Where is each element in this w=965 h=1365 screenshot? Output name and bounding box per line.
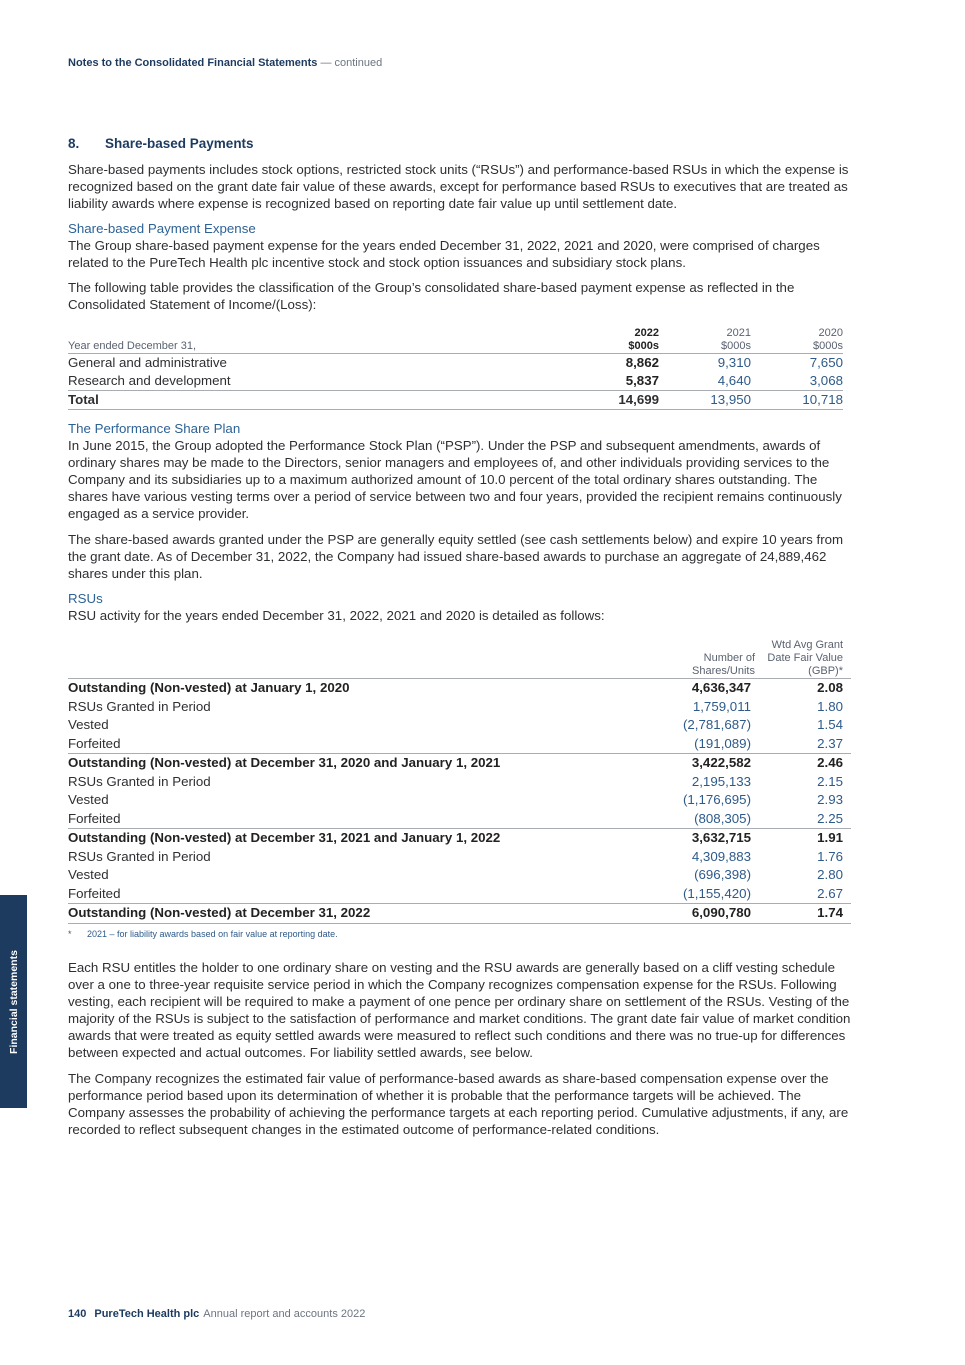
row-label: RSUs Granted in Period: [68, 773, 211, 789]
year-label: Year ended December 31,: [68, 340, 197, 352]
col-2022: 2022 $000s: [628, 327, 659, 352]
balance-row: [68, 829, 851, 848]
section-title: Share-based Payments: [105, 136, 254, 151]
row-label: RSUs Granted in Period: [68, 698, 211, 714]
table-row: [68, 372, 843, 391]
cell: 4,640: [717, 373, 751, 388]
fair-value-cell: 1.74: [755, 904, 851, 924]
cell: 5,837: [625, 373, 659, 388]
row-label: Outstanding (Non-vested) at December 31, 2021 and January 1, 2022: [68, 829, 631, 848]
shares-cell: (1,176,695): [682, 792, 751, 807]
running-header-suffix: — continued: [320, 57, 383, 69]
section-number: 8.: [68, 136, 80, 151]
row-label: Vested: [68, 717, 109, 732]
side-tab[interactable]: [0, 895, 27, 1108]
table-row: [68, 735, 851, 754]
shares-cell: (1,155,420): [682, 885, 751, 901]
col-2020: 2020 $000s: [813, 327, 843, 352]
col-fair-value: Wtd Avg Grant Date Fair Value (GBP)*: [767, 639, 843, 677]
row-label: Vested: [68, 867, 109, 882]
fair-value-cell: 1.80: [817, 698, 843, 714]
side-tab-label: Financial statements: [7, 949, 20, 1054]
cell: 13,950: [659, 391, 751, 410]
fair-value-cell: 2.80: [817, 867, 843, 882]
row-label: Forfeited: [68, 810, 121, 826]
cell: 8,862: [559, 354, 659, 373]
row-label: Total: [68, 391, 559, 410]
footnote-text: 2021 – for liability awards based on fair value at reporting date.: [87, 929, 338, 939]
page-footer: [68, 1308, 365, 1320]
cell: 14,699: [559, 391, 659, 410]
expense-paragraph: The Group share-based payment expense for the years ended December 31, 2022, 2021 and 2020, were comprised of charges related to the PureTech Health plc incentive stock and stock option issuances and subsidiary stock plans.: [68, 238, 820, 270]
col-2021: 2021 $000s: [721, 327, 751, 352]
table-row: [68, 866, 851, 885]
shares-cell: 3,422,582: [631, 754, 755, 773]
cell: 7,650: [751, 354, 843, 373]
row-label: General and administrative: [68, 354, 559, 373]
rsu-table: [68, 638, 851, 924]
shares-cell: (2,781,687): [682, 717, 751, 732]
fair-value-cell: 2.46: [755, 754, 851, 773]
row-label: Vested: [68, 792, 109, 807]
shares-cell: (696,398): [694, 867, 751, 882]
balance-row: [68, 679, 851, 698]
fair-value-cell: 2.08: [755, 679, 851, 698]
total-row: [68, 391, 843, 410]
shares-cell: (808,305): [694, 810, 751, 826]
table-row: [68, 698, 851, 717]
shares-cell: 3,632,715: [631, 829, 755, 848]
shares-cell: 6,090,780: [631, 904, 755, 924]
table-header-row: [68, 638, 851, 679]
table-row: [68, 354, 843, 373]
expense-table-intro: The following table provides the classification of the Group’s consolidated share-based payment expense as reflected in the Consolidated Statement of Income/(Loss):: [68, 280, 795, 312]
row-label: Forfeited: [68, 885, 121, 901]
cell: 10,718: [751, 391, 843, 410]
row-label: Forfeited: [68, 735, 121, 751]
rsus-paragraph-3: The Company recognizes the estimated fair value of performance-based awards as share-based compensation expense over the performance period based upon its determination of whether it is probable that the performance targets will be achieved. The Company assesses the probability of achieving the performance targets at each reporting period. Cumulative adjustments, if any, are recorded to reflect subsequent changes in the estimated outcome of performance-related conditions.: [68, 1071, 849, 1137]
psp-paragraph-1: In June 2015, the Group adopted the Performance Stock Plan (“PSP”). Under the PSP and subsequent amendments, awards of ordinary shares may be made to the Directors, senior managers and employees of, and other individuals providing services to the Company and its subsidiaries up to a maximum authorized amount of 10.0 percent of the total ordinary shares outstanding. The shares have various vesting terms over a period of service between two and four years, provided the recipient remains continuously engaged as a service provider.: [68, 438, 842, 521]
table-row: [68, 810, 851, 829]
fair-value-cell: 1.76: [817, 848, 843, 864]
rsus-heading: RSUs: [68, 591, 103, 606]
fair-value-cell: 2.37: [817, 735, 843, 751]
section-heading: [68, 136, 254, 151]
row-label: Outstanding (Non-vested) at January 1, 2020: [68, 679, 631, 698]
report-title: Annual report and accounts 2022: [203, 1308, 366, 1320]
running-header: [68, 57, 382, 69]
table-row: [68, 791, 851, 810]
psp-heading: The Performance Share Plan: [68, 421, 241, 436]
page-number: 140: [68, 1308, 87, 1320]
shares-cell: 1,759,011: [692, 698, 751, 714]
company-name: PureTech Health plc: [94, 1308, 200, 1320]
table-header-row: [68, 327, 843, 354]
expense-table: [68, 327, 843, 410]
row-label: Outstanding (Non-vested) at December 31, 2020 and January 1, 2021: [68, 754, 631, 773]
cell: 3,068: [809, 373, 843, 388]
fair-value-cell: 2.25: [817, 810, 843, 826]
intro-paragraph: Share-based payments includes stock options, restricted stock units (“RSUs”) and performance-based RSUs in which the expense is recognized based on the grant date fair value of these awards, except for performance based RSUs to executives that are treated as liability awards where expense is recognized based on reporting date fair value up until settlement date.: [68, 162, 849, 211]
table-row: [68, 848, 851, 867]
fair-value-cell: 2.93: [817, 792, 843, 807]
balance-row: [68, 904, 851, 924]
psp-paragraph-2: The share-based awards granted under the PSP are generally equity settled (see cash settlements below) and expire 10 years from the grant date. As of December 31, 2022, the Company had issued share-based awards to purchase an aggregate of 24,889,462 shares under this plan.: [68, 532, 844, 581]
balance-row: [68, 754, 851, 773]
row-label: RSUs Granted in Period: [68, 848, 211, 864]
shares-cell: (191,089): [694, 735, 751, 751]
row-label: Research and development: [68, 373, 231, 388]
rsus-paragraph: RSU activity for the years ended December 31, 2022, 2021 and 2020 is detailed as follows:: [68, 608, 605, 623]
footnote: [68, 929, 338, 939]
shares-cell: 4,636,347: [631, 679, 755, 698]
footnote-mark: *: [68, 929, 72, 939]
col-shares: Number of Shares/Units: [692, 652, 755, 677]
cell: 9,310: [659, 354, 751, 373]
table-row: [68, 885, 851, 904]
shares-cell: 2,195,133: [691, 773, 751, 789]
blank-header: [68, 638, 631, 679]
row-label: Outstanding (Non-vested) at December 31, 2022: [68, 904, 631, 924]
table-row: [68, 716, 851, 735]
fair-value-cell: 2.67: [817, 885, 843, 901]
table-row: [68, 773, 851, 792]
running-header-title: Notes to the Consolidated Financial Statements: [68, 57, 318, 69]
fair-value-cell: 1.54: [817, 717, 843, 732]
expense-heading: Share-based Payment Expense: [68, 221, 256, 236]
shares-cell: 4,309,883: [691, 848, 751, 864]
fair-value-cell: 1.91: [755, 829, 851, 848]
fair-value-cell: 2.15: [817, 773, 843, 789]
rsus-paragraph-2: Each RSU entitles the holder to one ordinary share on vesting and the RSU awards are generally based on a cliff vesting schedule over a one to three-year requisite service period in which the Company recognizes compensation expense for the RSUs. Following vesting, each recipient will be required to make a payment of one pence per ordinary share on settlement of the RSUs. Vesting of the majority of the RSUs is subject to the satisfaction of performance and market conditions. The grant date fair value of market condition awards that were treated as equity settled awards were measured to reflect such conditions and there was no true-up for differences between expected and actual outcomes. For liability settled awards, see below.: [68, 960, 851, 1060]
